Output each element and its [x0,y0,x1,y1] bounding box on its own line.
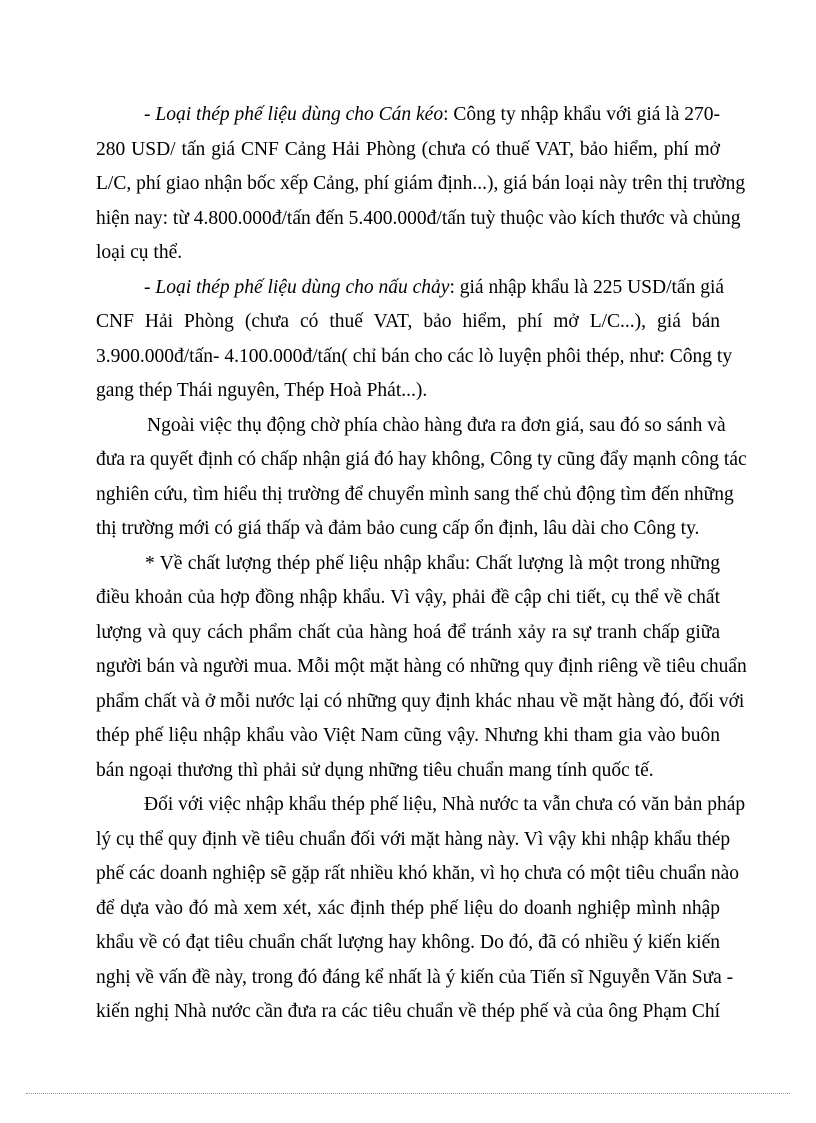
text-line: thị trường mới có giá thấp và đảm bảo cung cấp ổn định, lâu dài cho Công ty. [96,518,700,539]
text-line: phẩm chất và ở mỗi nước lại có những quy định khác nhau về mặt hàng đó, đối với [96,690,745,712]
bullet-dash: - [144,104,156,125]
text-line: lý cụ thể quy định về tiêu chuẩn đối với mặt hàng này. Vì vậy khi nhập khẩu thép [96,828,731,850]
text-line: người bán và người mua. Mỗi một mặt hàng có những quy định riêng về tiêu chuẩn [96,656,747,677]
text-line: phế các doanh nghiệp sẽ gặp rất nhiều khó khăn, vì họ chưa có một tiêu chuẩn nào [96,863,740,884]
text-line: kiến nghị Nhà nước cần đưa ra các tiêu chuẩn về thép phế và của ông Phạm Chí [96,1001,720,1022]
text-line: Đối với việc nhập khẩu thép phế liệu, Nhà nước ta vẫn chưa có văn bản pháp [144,794,746,815]
text-line: loại cụ thể. [96,242,183,263]
text-line: Ngoài việc thụ động chờ phía chào hàng đưa ra đơn giá, sau đó so sánh và [147,414,726,436]
text-line: 280 USD/ tấn giá CNF Cảng Hải Phòng (chưa có thuế VAT, bảo hiểm, phí mở [96,138,720,160]
text-line: thép phế liệu nhập khẩu vào Việt Nam cũng vậy. Nhưng khi tham gia vào buôn [96,725,720,746]
text-line: để dựa vào đó mà xem xét, xác định thép phế liệu do doanh nghiệp mình nhập [96,897,720,919]
bullet-dash: - [144,276,156,298]
text-line: hiện nay: từ 4.800.000đ/tấn đến 5.400.000đ/tấn tuỳ thuộc vào kích thước và chủng [96,207,741,229]
text-line: CNF Hải Phòng (chưa có thuế VAT, bảo hiểm, phí mở L/C...), giá bán [96,311,720,332]
text-line: khẩu về có đạt tiêu chuẩn chất lượng hay không. Do đó, đã có nhiều ý kiến kiến [96,932,720,953]
italic-term: Loại thép phế liệu dùng cho Cán kéo [155,104,444,125]
text-line [144,271,725,306]
text-line: L/C, phí giao nhận bốc xếp Cảng, phí giám định...), giá bán loại này trên thị trường [96,173,746,194]
line-text: : Công ty nhập khẩu với giá là 270- [443,104,720,125]
text-line: lượng và quy cách phẩm chất của hàng hoá để tránh xảy ra sự tranh chấp giữa [96,621,720,643]
text-line: đưa ra quyết định có chấp nhận giá đó hay không, Công ty cũng đẩy mạnh công tác [96,449,747,470]
text-line: * Về chất lượng thép phế liệu nhập khẩu: Chất lượng là một trong những [145,552,720,574]
line-text: : giá nhập khẩu là 225 USD/tấn giá [449,276,725,298]
text-line: điều khoản của hợp đồng nhập khẩu. Vì vậy, phải đề cập chi tiết, cụ thể về chất [96,587,720,608]
text-line: gang thép Thái nguyên, Thép Hoà Phát...). [96,380,428,401]
page-footer-divider [26,1093,790,1094]
text-line: bán ngoại thương thì phải sử dụng những tiêu chuẩn mang tính quốc tế. [96,759,654,781]
text-line: 3.900.000đ/tấn- 4.100.000đ/tấn( chỉ bán cho các lò luyện phôi thép, như: Công ty [96,345,733,367]
text-line [144,98,720,133]
text-line: nghiên cứu, tìm hiểu thị trường để chuyển mình sang thế chủ động tìm đến những [96,483,734,505]
text-line: nghị về vấn đề này, trong đó đáng kể nhất là ý kiến của Tiến sĩ Nguyễn Văn Sưa - [96,966,734,988]
document-body [96,98,747,1030]
italic-term: Loại thép phế liệu dùng cho nấu chảy [155,276,450,298]
